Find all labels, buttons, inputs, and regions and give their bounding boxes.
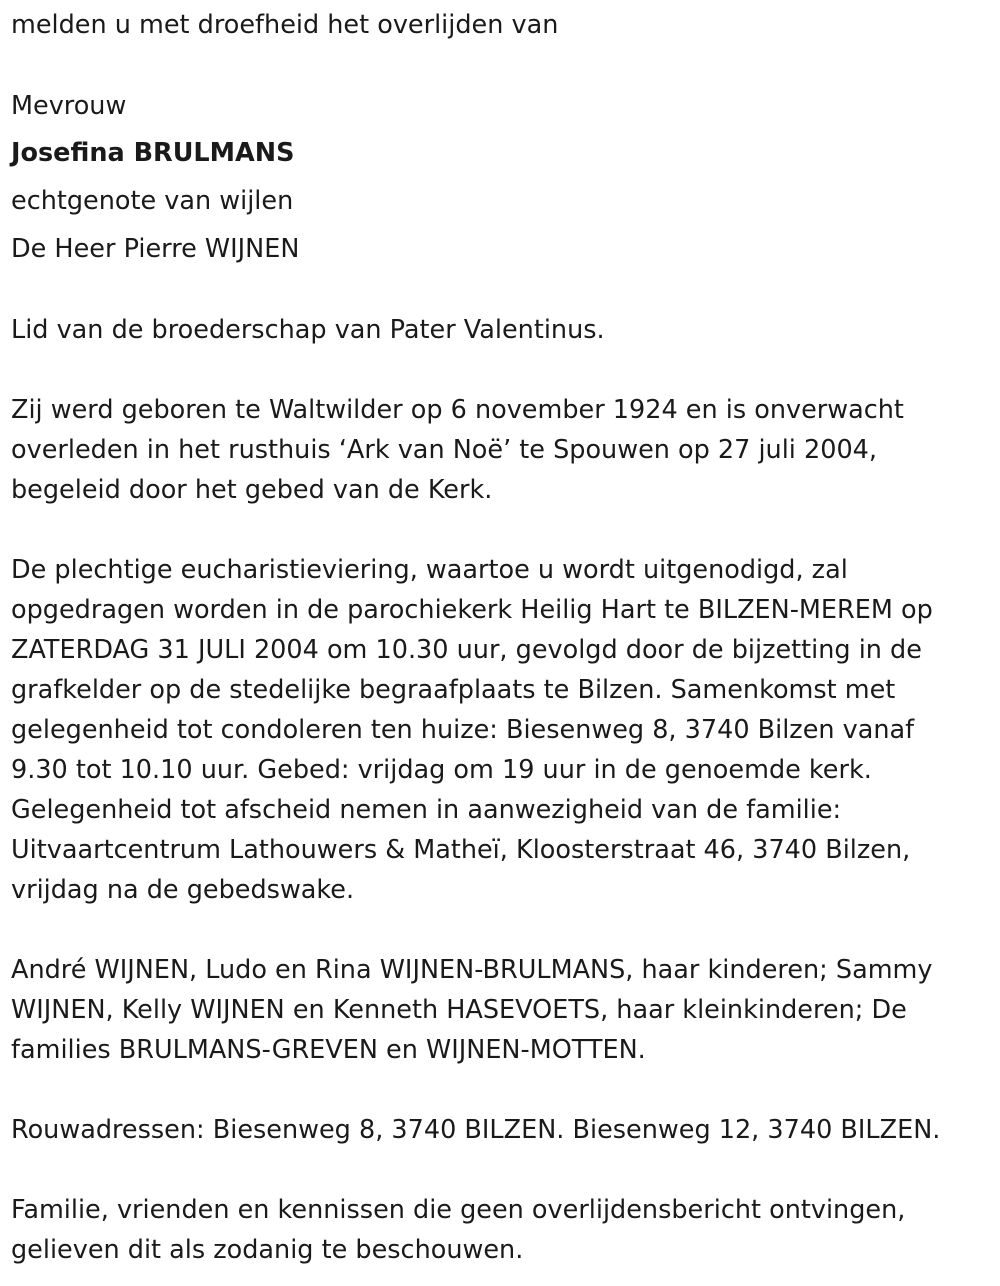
paragraph-line: Familie, vrienden en kennissen die geen overlijdensbericht ontvingen, xyxy=(11,1195,906,1225)
addresses-text: Rouwadressen: Biesenweg 8, 3740 BILZEN. Biesenweg 12, 3740 BILZEN. xyxy=(11,1115,941,1145)
deceased-name: Josefina BRULMANS xyxy=(11,138,295,168)
paragraph-line: ZATERDAG 31 JULI 2004 om 10.30 uur, gevolgd door de bijzetting in de xyxy=(11,635,922,665)
membership-text: Lid van de broederschap van Pater Valentinus. xyxy=(11,315,605,345)
paragraph-line: Gelegenheid tot afscheid nemen in aanwezigheid van de familie: xyxy=(11,795,842,825)
paragraph-line: André WIJNEN, Ludo en Rina WIJNEN-BRULMANS, haar kinderen; Sammy xyxy=(11,955,933,985)
paragraph-line: Zij werd geboren te Waltwilder op 6 november 1924 en is onverwacht xyxy=(11,395,904,425)
paragraph-line: grafkelder op de stedelijke begraafplaats te Bilzen. Samenkomst met xyxy=(11,675,896,705)
paragraph-line: gelegenheid tot condoleren ten huize: Biesenweg 8, 3740 Bilzen vanaf xyxy=(11,715,915,745)
paragraph-line: gelieven dit als zodanig te beschouwen. xyxy=(11,1235,524,1265)
title-prefix: Mevrouw xyxy=(11,91,127,121)
paragraph-line: families BRULMANS-GREVEN en WIJNEN-MOTTEN. xyxy=(11,1035,646,1065)
paragraph-line: opgedragen worden in de parochiekerk Heilig Hart te BILZEN-MEREM op xyxy=(11,595,933,625)
spouse-line: echtgenote van wijlen xyxy=(11,186,294,216)
paragraph-line: begeleid door het gebed van de Kerk. xyxy=(11,475,493,505)
paragraph-line: WIJNEN, Kelly WIJNEN en Kenneth HASEVOETS, haar kleinkinderen; De xyxy=(11,995,907,1025)
intro-text: melden u met droefheid het overlijden van xyxy=(11,10,559,40)
paragraph-line: Uitvaartcentrum Lathouwers & Matheï, Kloosterstraat 46, 3740 Bilzen, xyxy=(11,835,911,865)
spouse-name: De Heer Pierre WIJNEN xyxy=(11,234,300,264)
paragraph-line: vrijdag na de gebedswake. xyxy=(11,875,355,905)
paragraph-line: De plechtige eucharistieviering, waartoe u wordt uitgenodigd, zal xyxy=(11,555,848,585)
paragraph-line: overleden in het rusthuis ‘Ark van Noë’ te Spouwen op 27 juli 2004, xyxy=(11,435,877,465)
paragraph-line: 9.30 tot 10.10 uur. Gebed: vrijdag om 19 uur in de genoemde kerk. xyxy=(11,755,872,785)
